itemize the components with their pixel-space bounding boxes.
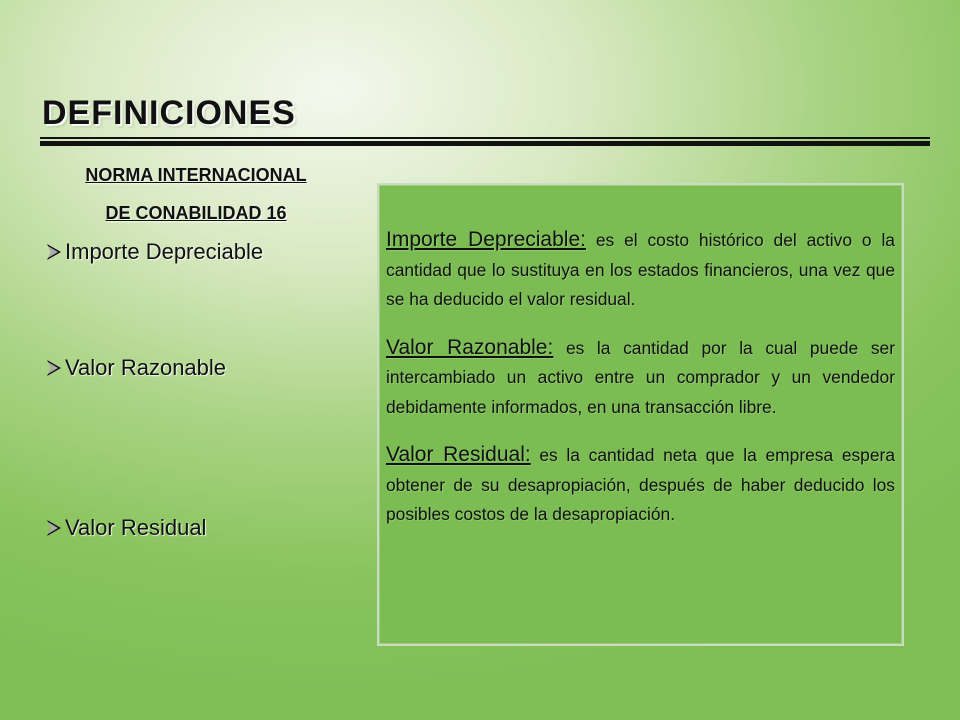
bullet-label: Valor Razonable [65, 355, 227, 380]
definitions-text [386, 225, 895, 548]
definition-valor-razonable [386, 333, 895, 423]
title-underline [40, 137, 930, 147]
arrow-bullet-icon [45, 358, 63, 378]
bullet-label: Valor Residual [65, 515, 207, 540]
definition-description: es la cantidad por la cual puede ser intercambiado un activo entre un comprador y un vendedor debidamente informados, en una transacción libre. [386, 337, 895, 417]
standard-subtitle-line-2: DE CONABILIDAD 16 [105, 203, 287, 223]
definitions-panel [377, 183, 904, 646]
title-underline-thin [40, 137, 930, 139]
bullet-valor-residual [45, 515, 206, 541]
slide-title: DEFINICIONES [42, 94, 296, 132]
definition-description: es la cantidad neta que la empresa espera obtener de su desapropiación, después de haber deducido los posibles costos de la desapropiación. [386, 445, 895, 524]
arrow-bullet-icon [45, 518, 63, 538]
arrow-bullet-icon [45, 242, 63, 262]
bullet-valor-razonable [45, 355, 226, 381]
bullet-importe-depreciable [45, 239, 263, 265]
definition-valor-residual [386, 440, 895, 530]
definition-term: Importe Depreciable: [386, 228, 586, 251]
definition-term: Valor Razonable: [386, 335, 554, 359]
standard-subtitle-line-1: NORMA INTERNACIONAL [85, 165, 307, 185]
definition-description: es el costo histórico del activo o la cantidad que lo sustituya en los estados financieros, una vez que se ha deducido el valor residual. [386, 230, 895, 309]
bullet-label: Importe Depreciable [65, 239, 264, 264]
definition-importe-depreciable [386, 225, 895, 315]
definition-term: Valor Residual: [386, 443, 531, 466]
title-underline-thick [40, 141, 930, 146]
